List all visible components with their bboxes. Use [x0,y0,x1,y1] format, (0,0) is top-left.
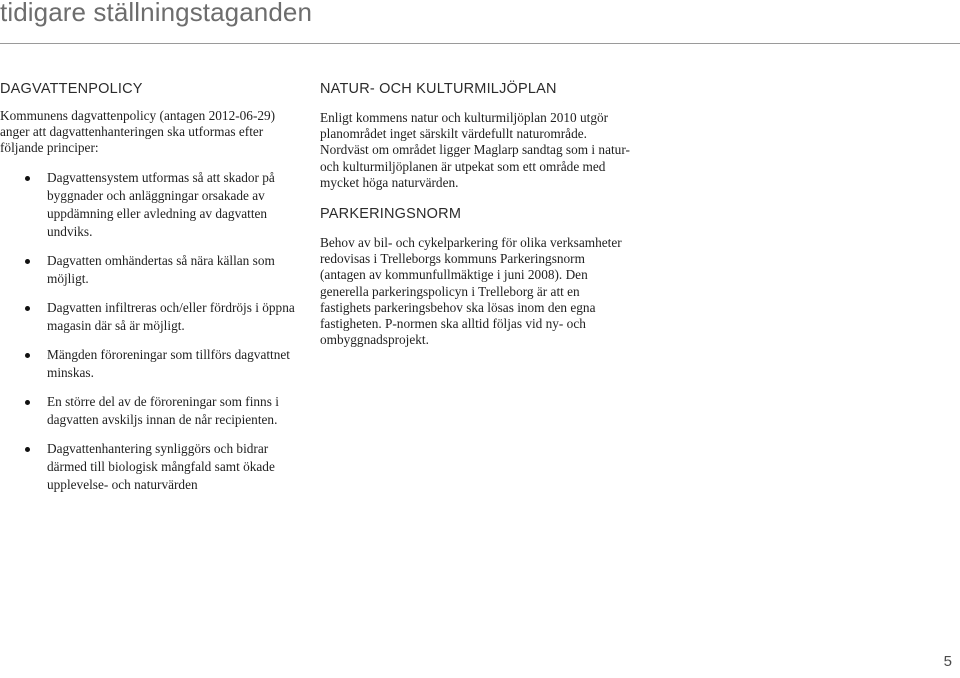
list-item-text: Dagvatten omhändertas så nära källan som möjligt. [47,252,275,286]
list-item-text: Dagvattensystem utformas så att skador på byggnader och anläggningar orsakade av uppdämning eller avledning av dagvatten undviks. [47,169,275,239]
page-number: 5 [943,653,952,670]
natur-kulturmiljoplan-text: Enligt kommens natur och kulturmiljöplan 2010 utgör planområdet inget särskilt värdefullt naturområde. Nordväst om området ligger Maglarp sandtag som i natur- och kulturmiljöplanen är utpekat som ett område med mycket höga naturvärden. [320,110,630,190]
right-column [320,80,630,362]
bullet-icon [25,353,30,358]
list-item [0,252,296,288]
section-heading-parkeringsnorm: PARKERINGSNORM [320,206,462,223]
list-item [0,299,296,335]
bullet-icon [25,306,30,311]
left-column [0,80,296,505]
list-item-text: Dagvatten infiltreras och/eller fördröjs i öppna magasin där så är möjligt. [47,299,295,333]
bullet-icon [25,176,30,181]
principles-list [0,169,296,494]
bullet-icon [25,400,30,405]
section-heading-natur-kulturmiljoplan: NATUR- OCH KULTURMILJÖPLAN [320,81,557,97]
list-item [0,346,296,382]
list-item-text: Dagvattenhantering synliggörs och bidrar därmed till biologisk mångfald samt ökade upplevelse- och naturvärden [47,440,275,492]
bullet-icon [25,447,30,452]
dagvattenpolicy-intro: Kommunens dagvattenpolicy (antagen 2012-06-29) anger att dagvattenhanteringen ska utformas efter följande principer: [0,108,276,156]
page-title: tidigare ställningstaganden [0,0,313,27]
list-item [0,393,296,429]
header-divider [0,43,960,44]
parkeringsnorm-text: Behov av bil- och cykelparkering för olika verksamheter redovisas i Trelleborgs kommuns Parkeringsnorm (antagen av kommunfullmäktige i juni 2008). Den generella parkeringspolicyn i Trelleborg är att en fastighets parkeringsbehov ska lösas inom den egna fastigheten. P-normen ska alltid följas vid ny- och ombyggnadsprojekt. [320,235,622,348]
section-heading-dagvattenpolicy: DAGVATTENPOLICY [0,81,143,97]
list-item-text: En större del av de föroreningar som finns i dagvatten avskiljs innan de når recipienten. [47,393,279,427]
bullet-icon [25,259,30,264]
list-item [0,440,296,494]
list-item-text: Mängden föroreningar som tillförs dagvattnet minskas. [47,346,290,380]
list-item [0,169,296,241]
